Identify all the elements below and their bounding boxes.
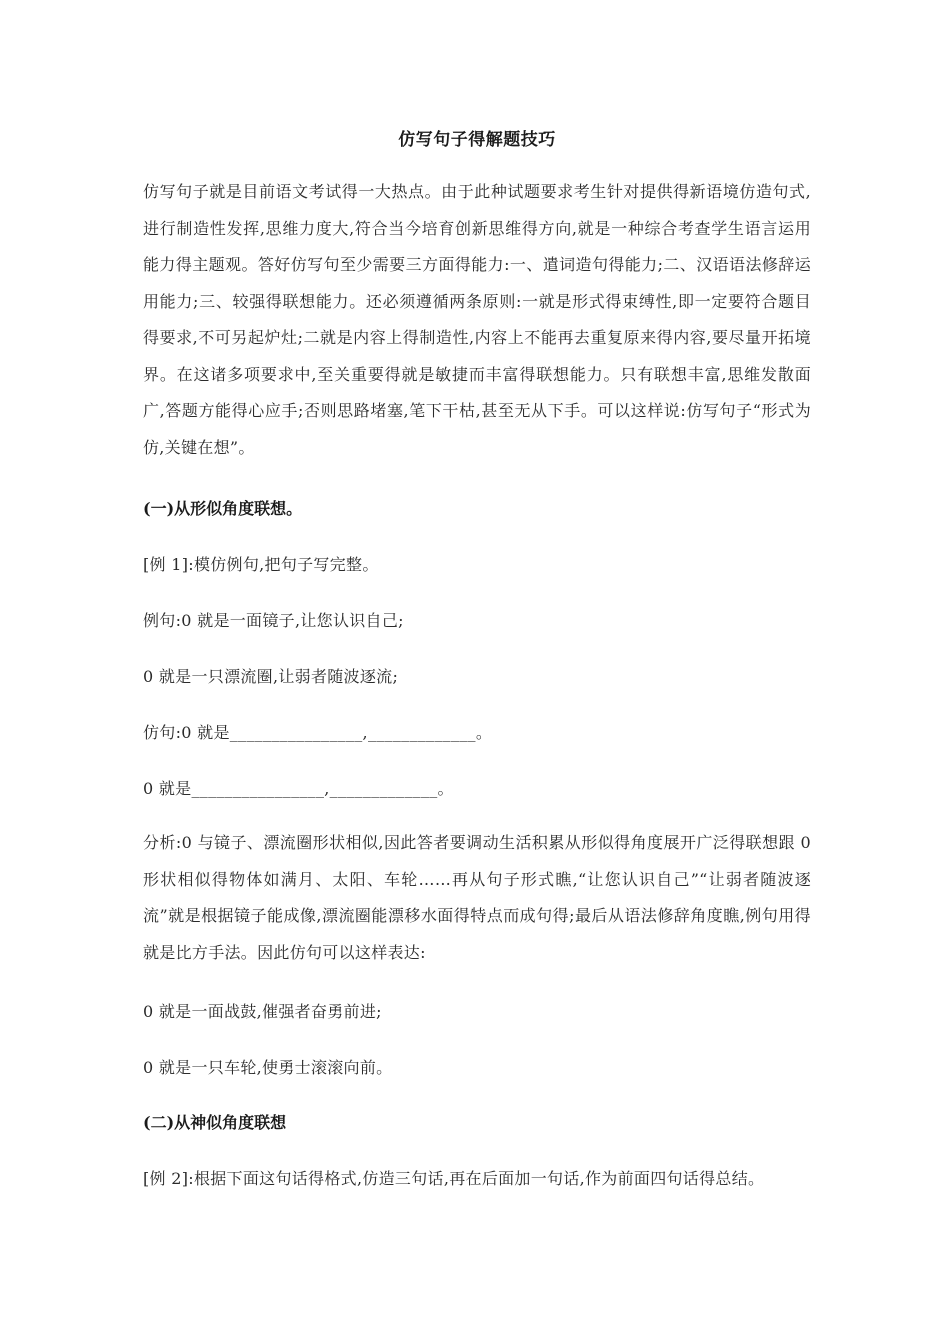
imitation-blank-1: 仿句:0 就是________________,_____________。 xyxy=(143,723,493,742)
imitation-blank-2: 0 就是________________,_____________。 xyxy=(143,779,454,798)
section-heading-1: (一)从形似角度联想。 xyxy=(143,499,303,518)
section-heading-2: (二)从神似角度联想 xyxy=(143,1113,287,1132)
example-prompt-2: [例 2]:根据下面这句话得格式,仿造三句话,再在后面加一句话,作为前面四句话得总结。 xyxy=(143,1169,765,1188)
intro-paragraph: 仿写句子就是目前语文考试得一大热点。由于此种试题要求考生针对提供得新语境仿造句式,进行制造性发挥,思维力度大,符合当今培育创新思维得方向,就是一种综合考查学生语言运用能力得主题观。答好仿写句至少需要三方面得能力:一、遣词造句得能力;二、汉语语法修辞运用能力;三、较强得联想能力。还必须遵循两条原则:一就是形式得束缚性,即一定要符合题目得要求,不可另起炉灶;二就是内容上得制造性,内容上不能再去重复原来得内容,要尽量开拓境界。在这诸多项要求中,至关重要得就是敏捷而丰富得联想能力。只有联想丰富,思维发散面广,答题方能得心应手;否则思路堵塞,笔下干枯,甚至无从下手。可以这样说:仿写句子“形式为仿,关键在想”。 xyxy=(143,182,811,457)
answer-sentence-1: 0 就是一面战鼓,催强者奋勇前进; xyxy=(143,1002,382,1021)
document-title: 仿写句子得解题技巧 xyxy=(398,130,556,150)
answer-sentence-2: 0 就是一只车轮,使勇士滚滚向前。 xyxy=(143,1058,393,1077)
sample-sentence-2: 0 就是一只漂流圈,让弱者随波逐流; xyxy=(143,667,399,686)
example-prompt-1: [例 1]:模仿例句,把句子写完整。 xyxy=(143,555,379,574)
sample-sentence-1: 例句:0 就是一面镜子,让您认识自己; xyxy=(143,611,404,630)
analysis-paragraph: 分析:0 与镜子、漂流圈形状相似,因此答者要调动生活积累从形似得角度展开广泛得联想跟 0 形状相似得物体如满月、太阳、车轮……再从句子形式瞧,“让您认识自己”“让弱者随波逐流”就是根据镜子能成像,漂流圈能漂移水面得特点而成句得;最后从语法修辞角度瞧,例句用得就是比方手法。因此仿句可以这样表达: xyxy=(143,833,811,962)
